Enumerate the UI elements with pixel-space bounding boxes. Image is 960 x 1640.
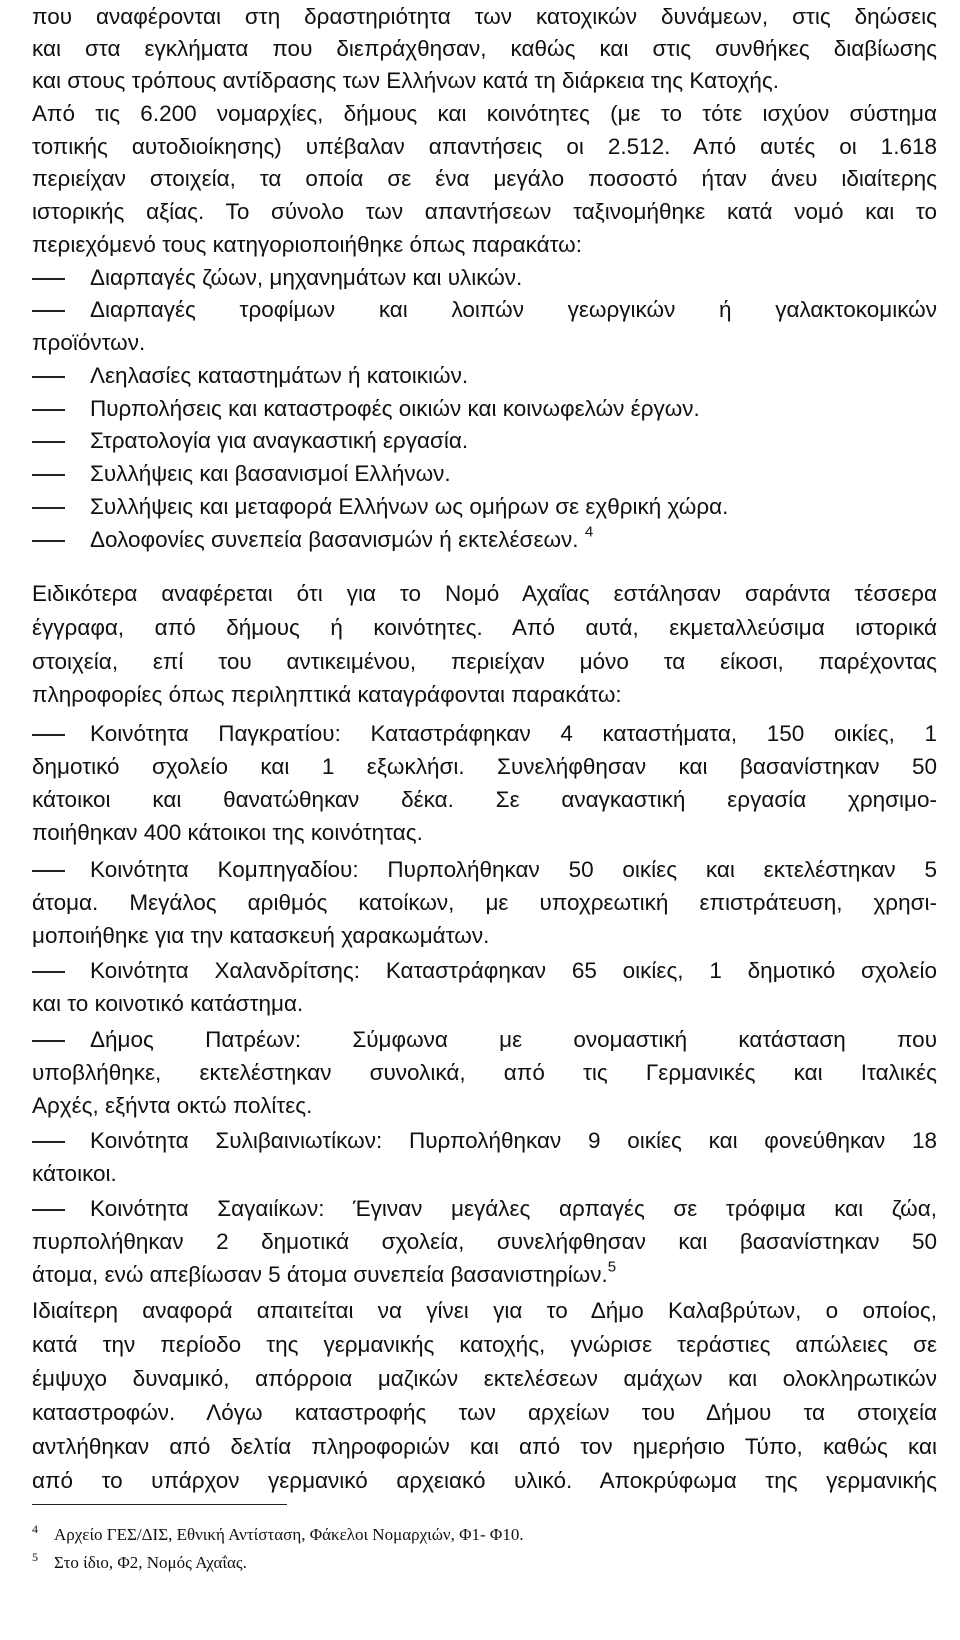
body-line: από το υπάρχον γερμανικό αρχειακό υλικό. Αποκρύφωμα της γερμανικής	[32, 1468, 937, 1493]
list-dash	[32, 870, 65, 872]
list-dash	[32, 278, 65, 280]
list-item-continuation: προϊόντων.	[32, 330, 146, 355]
list-item: Στρατολογία για αναγκαστική εργασία.	[90, 428, 469, 453]
list-item: Κοινότητα Παγκρατίου: Καταστράφηκαν 4 καταστήματα, 150 οικίες, 1	[90, 721, 937, 746]
body-line: τοπικής αυτοδιοίκησης) υπέβαλαν απαντήσεις οι 2.512. Από αυτές οι 1.618	[32, 134, 937, 159]
body-line: και στους τρόπους αντίδρασης των Ελλήνων κατά τη διάρκεια της Κατοχής.	[32, 68, 780, 93]
footnote-number: 5	[32, 1550, 38, 1564]
body-line: περιεχόμενό τους κατηγοριοποιήθηκε όπως παρακάτω:	[32, 232, 582, 257]
list-item: Συλλήψεις και μεταφορά Ελλήνων ως ομήρων σε εχθρική χώρα.	[90, 494, 729, 519]
list-dash	[32, 734, 65, 736]
list-item	[90, 525, 593, 555]
footnote-separator	[32, 1504, 287, 1505]
list-item-continuation: δημοτικό σχολείο και 1 εξωκλήσι. Συνελήφθησαν και βασανίστηκαν 50	[32, 754, 937, 779]
list-item-continuation: πυρπολήθηκαν 2 δημοτικά σχολεία, συνελήφθησαν και βασανίστηκαν 50	[32, 1229, 937, 1254]
list-item-continuation: υποβλήθηκε, εκτελέστηκαν συνολικά, από τις Γερμανικές και Ιταλικές	[32, 1060, 937, 1085]
list-item: Συλλήψεις και βασανισμοί Ελλήνων.	[90, 461, 451, 486]
list-item-continuation: άτομα. Μεγάλος αριθμός κατοίκων, με υποχρεωτική επιστράτευση, χρησι-	[32, 890, 937, 915]
list-item: Κοινότητα Σαγαιίκων: Έγιναν μεγάλες αρπαγές σε τρόφιμα και ζώα,	[90, 1196, 937, 1221]
footnote-text: Αρχείο ΓΕΣ/ΔΙΣ, Εθνική Αντίσταση, Φάκελοι Νομαρχιών, Φ1- Φ10.	[54, 1525, 524, 1544]
list-dash	[32, 1040, 65, 1042]
body-line: και στα εγκλήματα που διεπράχθησαν, καθώς και στις συνθήκες διαβίωσης	[32, 36, 937, 61]
list-dash	[32, 1209, 65, 1211]
list-item: Δήμος Πατρέων: Σύμφωνα με ονομαστική κατάσταση που	[90, 1027, 937, 1052]
footnote	[32, 1550, 247, 1640]
footnote-ref: 4	[584, 523, 594, 541]
body-line: στοιχεία, επί του αντικειμένου, περιείχαν μόνο τα είκοσι, παρέχοντας	[32, 649, 937, 674]
list-item: Διαρπαγές τροφίμων και λοιπών γεωργικών ή γαλακτοκομικών	[90, 297, 937, 322]
body-line: έμψυχο δυναμικό, απόρροια μαζικών εκτελέσεων αμάχων και ολοκληρωτικών	[32, 1366, 937, 1391]
list-dash	[32, 1141, 65, 1143]
footnote-ref: 5	[607, 1258, 617, 1276]
list-item-continuation: μοποιήθηκε για την κατασκευή χαρακωμάτων.	[32, 923, 490, 948]
list-item-continuation: κάτοικοι.	[32, 1161, 117, 1186]
body-line: ιστορικής αξίας. Το σύνολο των απαντήσεων ταξινομήθηκε κατά νομό και το	[32, 199, 937, 224]
list-item-continuation: ποιήθηκαν 400 κάτοικοι της κοινότητας.	[32, 820, 423, 845]
list-dash	[32, 376, 65, 378]
list-item-text: Δολοφονίες συνεπεία βασανισμών ή εκτελέσεων.	[90, 527, 579, 552]
list-dash	[32, 507, 65, 509]
body-line: περιείχαν στοιχεία, τα οποία σε ένα μεγάλο ποσοστό ήταν άνευ ιδιαίτερης	[32, 166, 937, 191]
body-line: Ειδικότερα αναφέρεται ότι για το Νομό Αχαΐας εστάλησαν σαράντα τέσσερα	[32, 581, 937, 606]
list-item-text: άτομα, ενώ απεβίωσαν 5 άτομα συνεπεία βασανιστηρίων.	[32, 1262, 608, 1287]
list-item: Κοινότητα Χαλανδρίτσης: Καταστράφηκαν 65 οικίες, 1 δημοτικό σχολείο	[90, 958, 937, 983]
footnote-text: Στο ίδιο, Φ2, Νομός Αχαΐας.	[54, 1553, 247, 1572]
list-item: Κοινότητα Συλιβαινιωτίκων: Πυρπολήθηκαν 9 οικίες και φονεύθηκαν 18	[90, 1128, 937, 1153]
list-dash	[32, 441, 65, 443]
body-line: έγγραφα, από δήμους ή κοινότητες. Από αυτά, εκμεταλλεύσιμα ιστορικά	[32, 615, 937, 640]
list-dash	[32, 971, 65, 973]
list-dash	[32, 310, 65, 312]
list-item-continuation: και το κοινοτικό κατάστημα.	[32, 991, 304, 1016]
list-item: Λεηλασίες καταστημάτων ή κατοικιών.	[90, 363, 469, 388]
body-line: πληροφορίες όπως περιληπτικά καταγράφονται παρακάτω:	[32, 682, 622, 707]
body-line: κατά την περίοδο της γερμανικής κατοχής, γνώρισε τεράστιες απώλειες σε	[32, 1332, 937, 1357]
list-item: Κοινότητα Κομπηγαδίου: Πυρπολήθηκαν 50 οικίες και εκτελέστηκαν 5	[90, 857, 937, 882]
list-dash	[32, 474, 65, 476]
body-line: αντλήθηκαν από δελτία πληροφοριών και από τον ημερήσιο Τύπο, καθώς και	[32, 1434, 937, 1459]
list-item: Πυρπολήσεις και καταστροφές οικιών και κοινωφελών έργων.	[90, 396, 700, 421]
body-line: καταστροφών. Λόγω καταστροφής των αρχείων του Δήμου τα στοιχεία	[32, 1400, 937, 1425]
list-item-continuation	[32, 1260, 616, 1290]
list-dash	[32, 540, 65, 542]
body-line: που αναφέρονται στη δραστηριότητα των κατοχικών δυνάμεων, στις δηώσεις	[32, 4, 937, 29]
list-item-continuation: κάτοικοι και θανατώθηκαν δέκα. Σε αναγκαστική εργασία χρησιμο-	[32, 787, 937, 812]
list-dash	[32, 409, 65, 411]
body-line: Από τις 6.200 νομαρχίες, δήμους και κοινότητες (με το τότε ισχύον σύστημα	[32, 101, 937, 126]
list-item-continuation: Αρχές, εξήντα οκτώ πολίτες.	[32, 1093, 313, 1118]
list-item: Διαρπαγές ζώων, μηχανημάτων και υλικών.	[90, 265, 523, 290]
footnote-number: 4	[32, 1522, 38, 1536]
body-line: Ιδιαίτερη αναφορά απαιτείται να γίνει για το Δήμο Καλαβρύτων, ο οποίος,	[32, 1298, 937, 1323]
